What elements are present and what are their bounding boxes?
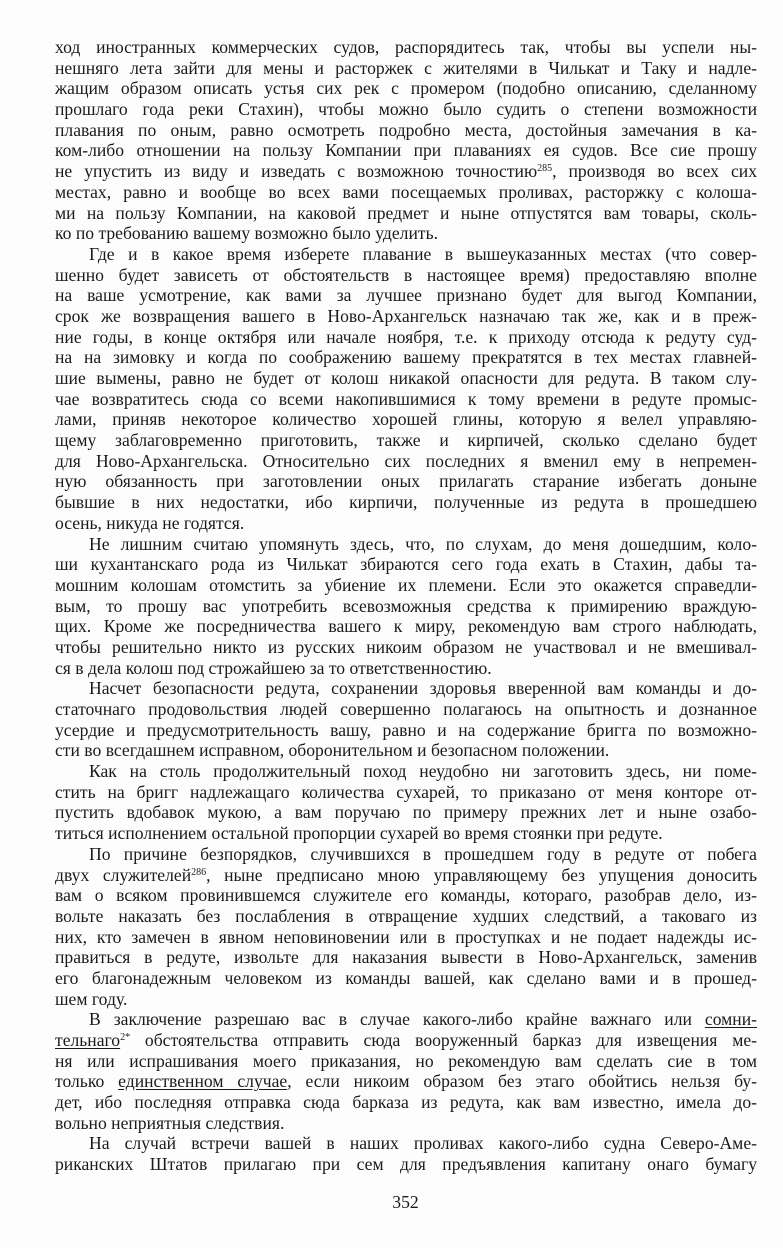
text-run: щему заблаговременно приготовить, также и кирпичей, сколько сделано будет	[55, 430, 757, 451]
text-run: , ныне предписано мною управляющему без упущения доносить	[206, 864, 757, 885]
text-line	[55, 1113, 757, 1134]
text-line	[55, 327, 757, 348]
text-run: , производя во всех сих	[552, 161, 757, 182]
paragraph	[55, 534, 757, 679]
text-run: ход иностранных коммерческих судов, распорядитесь так, чтобы вы успели ны-	[55, 37, 757, 57]
text-run: Насчет безопасности редута, сохранении здоровья вверенной вам команды и до-	[89, 678, 757, 699]
text-line	[55, 1092, 757, 1113]
text-run: обстоятельства отправить сюда вооруженный барказ для извещения ме-	[130, 1030, 757, 1050]
text-line	[55, 492, 757, 513]
text-run: плавания по оным, равно осмотреть подробно места, достойныя замечания в ка-	[55, 119, 757, 140]
text-line	[55, 554, 757, 575]
text-run: жащим образом описать устья сих рек с промером (подобно описанию, сделанному	[55, 78, 757, 99]
text-line	[55, 140, 757, 161]
text-run: правиться в редуте, извольте для наказания вывести в Ново-Архангельск, заменив	[55, 947, 757, 968]
text-run: ся в дела колош под строжайшею за то ответственностию.	[55, 657, 492, 678]
text-run: вольте наказать без послабления в отвращение худших следствий, а таковаго из	[55, 905, 757, 926]
text-run: для Ново-Архангельска. Относительно сих последних я вменил ему в непремен-	[55, 450, 757, 471]
text-line	[55, 989, 757, 1010]
text-line	[55, 120, 757, 141]
text-line	[55, 99, 757, 120]
text-line	[55, 1051, 757, 1072]
text-run: шем году.	[55, 988, 128, 1009]
text-line	[55, 409, 757, 430]
paragraph	[55, 37, 757, 244]
paragraph	[55, 1133, 757, 1174]
text-line	[55, 306, 757, 327]
text-line	[55, 368, 757, 389]
text-run: сти во всегдашнем исправном, оборонительном и безопасном положении.	[55, 740, 610, 761]
text-run: них, кто замечен в явном неповиновении или в проступках и не подает надежды ис-	[55, 926, 757, 947]
text-line	[55, 1071, 757, 1092]
text-line	[55, 1030, 757, 1051]
text-line	[55, 637, 757, 658]
text-run: ши кухантанскаго рода из Чилькат збираются сего года ехать в Стахин, дабы та-	[55, 554, 757, 575]
text-run: нешняго лета зайти для мены и расторжек с жителями в Чилькат и Таку и надле-	[55, 57, 757, 78]
text-run: статочнаго продовольствия людей совершенно полагаюсь на опытность и дознанное	[55, 699, 757, 719]
text-run: риканских Штатов прилагаю при сем для предъявления капитану онаго бумагу	[55, 1154, 757, 1175]
text-line	[55, 37, 757, 58]
text-line	[55, 285, 757, 306]
text-run: на ваше усмотрение, как вами за лучшее признано будет для выгод Компании,	[55, 285, 757, 306]
text-run: вым, то прошу вас употребить всевозможныя средства к примирению враждую-	[55, 595, 757, 616]
text-run: В заключение разрешаю вас в случае какого-либо крайне важнаго или	[89, 1009, 705, 1030]
footnote-marker: 2*	[120, 1032, 131, 1043]
text-run: ние годы, в конце октября или начале ноября, т.е. к приходу отсюда к редуту суд-	[55, 326, 757, 347]
text-line	[55, 823, 757, 844]
text-run: Где и в какое время изберете плавание в вышеуказанных местах (что совер-	[89, 243, 757, 264]
page-number: 352	[392, 1192, 419, 1212]
text-run: щих. Кроме же посредничества вашего к миру, рекомендую вам строго наблюдать,	[55, 616, 757, 637]
text-line	[55, 782, 757, 803]
text-run: чае возвратитесь сюда со всеми накопившимися к тому времени в редуте промыс-	[55, 388, 757, 409]
text-run: стить на бригг надлежащаго количества сухарей, то приказано от меня конторе от-	[55, 781, 757, 802]
text-run: срок же возвращения вашего в Ново-Архангельск назначаю так же, как и в преж-	[55, 305, 757, 326]
text-run: чтобы решительно никто из русских никоим образом не участвовал и не вмешивал-	[55, 636, 757, 657]
text-line	[55, 678, 757, 699]
text-line	[55, 575, 757, 596]
text-line	[55, 699, 757, 720]
text-line	[55, 658, 757, 679]
text-run: ную обязанность при заготовлении оных прилагать старание избегать доныне	[55, 471, 757, 492]
text-run: , если никоим образом без этаго обойтись нельзя бу-	[287, 1071, 758, 1092]
text-line	[55, 740, 757, 761]
text-line	[55, 451, 757, 472]
text-line	[55, 968, 757, 989]
text-line	[55, 182, 757, 203]
text-run: ком-либо отношении на пользу Компании при плаваниях ея судов. Все сие прошу	[55, 140, 757, 161]
text-run: местах, равно и вообще во всех вами посещаемых проливах, расторжку с колоша-	[55, 181, 757, 202]
text-run: усердие и предусмотрительность вашу, равно и на содержание бригга по возможно-	[55, 719, 757, 740]
underlined-text: единственном случае	[118, 1071, 288, 1092]
text-run: ня или испрашивания моего приказания, но рекомендую вам сделать сие в том	[55, 1050, 757, 1071]
text-line	[55, 203, 757, 224]
text-line	[55, 471, 757, 492]
underlined-text: сомни-	[704, 1009, 757, 1030]
text-line	[55, 802, 757, 823]
text-run: титься исполнением остальной пропорции сухарей во время стоянки при редуте.	[55, 823, 663, 844]
text-line	[55, 78, 757, 99]
text-run: Как на столь продолжительный поход неудобно ни заготовить здесь, ни поме-	[89, 761, 757, 782]
text-line	[55, 761, 757, 782]
text-run: Не лишним считаю упомянуть здесь, что, по слухам, до меня дошедшим, коло-	[89, 533, 757, 554]
text-run: только	[55, 1071, 119, 1092]
text-line	[55, 1154, 757, 1175]
text-line	[55, 265, 757, 286]
text-line	[55, 223, 757, 244]
paragraph	[55, 1009, 757, 1133]
text-run: ми на пользу Компании, на каковой предмет и ныне отпустятся вам товары, сколь-	[55, 202, 757, 223]
text-run: мошним колошам отомстить за убиение их племени. Если это окажется справедли-	[55, 574, 757, 595]
paragraph	[55, 244, 757, 534]
footnote-marker: 286	[191, 866, 207, 878]
paragraph	[55, 761, 757, 844]
text-line	[55, 906, 757, 927]
text-line	[55, 430, 757, 451]
text-run: лами, приняв некоторое количество хорошей глины, которую я велел управляю-	[55, 409, 757, 430]
paragraph	[55, 844, 757, 1010]
text-line	[55, 513, 757, 534]
text-run: его благонадежным человеком из команды вашей, как сделано вами и в прошед-	[55, 967, 757, 988]
text-line	[55, 389, 757, 410]
text-line	[55, 347, 757, 368]
text-line	[55, 534, 757, 555]
text-line	[55, 161, 757, 182]
text-run: бывшие в них недостатки, ибо кирпичи, полученные из редута в прошедшею	[55, 492, 757, 513]
body-text	[55, 37, 757, 1175]
text-line	[55, 58, 757, 79]
text-run: осень, никуда не годятся.	[55, 512, 245, 533]
text-run: прошлаго года реки Стахин), чтобы можно было судить о степени возможности	[55, 99, 757, 120]
text-line	[55, 865, 757, 886]
text-run: шенно будет зависеть от обстоятельств в настоящее время) предоставляю вполне	[55, 264, 757, 285]
text-line	[55, 720, 757, 741]
text-line	[55, 1009, 757, 1030]
text-line	[55, 244, 757, 265]
text-run: вам о всяком провинившемся служителе его команды, котораго, разобрав дело, из-	[55, 885, 757, 906]
text-run: шие вымены, равно не будет от колош никакой опасности для редута. В таком слу-	[55, 368, 757, 388]
text-run: не упустить из виду и изведать с возможною точностию	[55, 161, 538, 182]
text-run: на на зимовку и когда по соображению вашему прекратятся в тех местах главней-	[55, 347, 757, 368]
text-run: пустить вдобавок мукою, а вам поручаю по примеру прежних лет и ныне озабо-	[55, 802, 757, 823]
underlined-text: тельнаго	[55, 1030, 121, 1050]
text-line	[55, 596, 757, 617]
text-line	[55, 947, 757, 968]
text-line	[55, 844, 757, 865]
footnote-marker: 285	[537, 163, 553, 175]
text-run: На случай встречи вашей в наших проливах какого-либо судна Северо-Аме-	[89, 1133, 757, 1154]
text-run: По причине безпорядков, случившихся в прошедшем году в редуте от побега	[89, 843, 757, 864]
text-line	[55, 927, 757, 948]
text-run: дет, ибо последняя отправка сюда барказа из редута, как вам известно, имела до-	[55, 1092, 757, 1113]
text-line	[55, 616, 757, 637]
text-run: двух служителей	[55, 864, 192, 885]
text-line	[55, 885, 757, 906]
text-run: вольно неприятныя следствия.	[55, 1112, 285, 1133]
text-line	[55, 1133, 757, 1154]
text-run: ко по требованию вашему возможно было уделить.	[55, 223, 438, 244]
paragraph	[55, 678, 757, 761]
